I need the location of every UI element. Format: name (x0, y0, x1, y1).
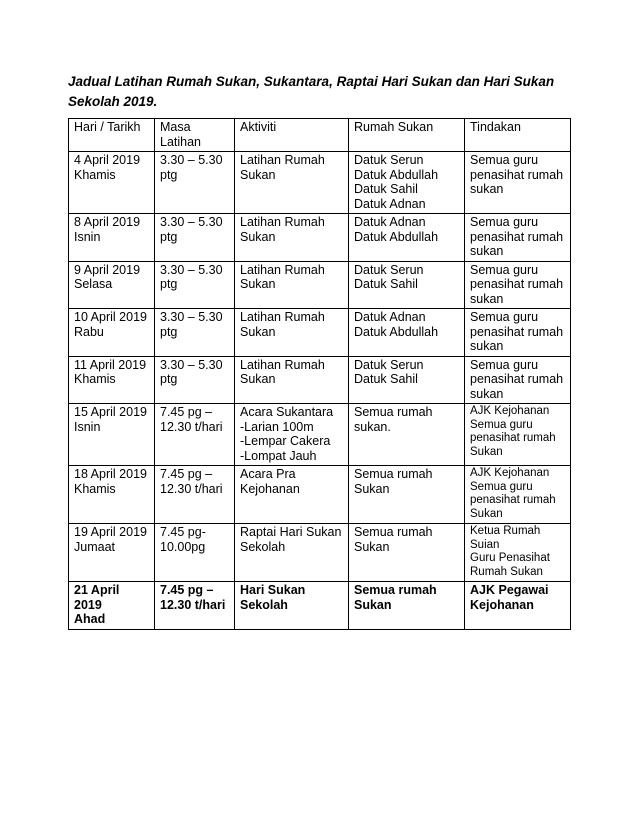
cell-activity: Acara Pra Kejohanan (235, 466, 349, 524)
table-row (69, 214, 571, 262)
header-tindakan: Tindakan (465, 119, 571, 152)
cell-date: 11 April 2019 Khamis (69, 356, 155, 404)
cell-action: AJK Pegawai Kejohanan (465, 582, 571, 630)
cell-activity: Raptai Hari Sukan Sekolah (235, 524, 349, 582)
cell-house: Datuk Serun Datuk Abdullah Datuk Sahil Datuk Adnan (349, 152, 465, 214)
cell-activity: Latihan Rumah Sukan (235, 214, 349, 262)
cell-date: 8 April 2019 Isnin (69, 214, 155, 262)
header-masa-latihan: Masa Latihan (155, 119, 235, 152)
table-row (69, 466, 571, 524)
cell-action: Semua guru penasihat rumah sukan (465, 214, 571, 262)
cell-date: 21 April 2019 Ahad (69, 582, 155, 630)
document-title: Jadual Latihan Rumah Sukan, Sukantara, Raptai Hari Sukan dan Hari Sukan Sekolah 2019. (68, 74, 555, 109)
cell-date: 9 April 2019 Selasa (69, 261, 155, 309)
table-row (69, 404, 571, 466)
cell-time: 7.45 pg – 12.30 t/hari (155, 466, 235, 524)
cell-date: 15 April 2019 Isnin (69, 404, 155, 466)
cell-action: Semua guru penasihat rumah sukan (465, 356, 571, 404)
cell-house: Semua rumah Sukan (349, 524, 465, 582)
cell-time: 3.30 – 5.30 ptg (155, 214, 235, 262)
cell-time: 3.30 – 5.30 ptg (155, 261, 235, 309)
cell-house: Datuk Adnan Datuk Abdullah (349, 309, 465, 357)
header-rumah-sukan: Rumah Sukan (349, 119, 465, 152)
table-row (69, 524, 571, 582)
table-header-row (69, 119, 571, 152)
cell-time: 3.30 – 5.30 ptg (155, 309, 235, 357)
schedule-table (68, 118, 571, 630)
cell-house: Datuk Serun Datuk Sahil (349, 356, 465, 404)
cell-time: 3.30 – 5.30 ptg (155, 356, 235, 404)
cell-action: Semua guru penasihat rumah sukan (465, 261, 571, 309)
header-hari-tarikh: Hari / Tarikh (69, 119, 155, 152)
cell-house: Semua rumah Sukan (349, 466, 465, 524)
table-row (69, 356, 571, 404)
cell-house: Semua rumah sukan. (349, 404, 465, 466)
cell-house: Datuk Adnan Datuk Abdullah (349, 214, 465, 262)
cell-date: 18 April 2019 Khamis (69, 466, 155, 524)
table-row (69, 261, 571, 309)
cell-activity: Latihan Rumah Sukan (235, 356, 349, 404)
cell-house: Datuk Serun Datuk Sahil (349, 261, 465, 309)
cell-date: 10 April 2019 Rabu (69, 309, 155, 357)
cell-time: 3.30 – 5.30 ptg (155, 152, 235, 214)
cell-action: Semua guru penasihat rumah sukan (465, 309, 571, 357)
cell-action: AJK Kejohanan Semua guru penasihat rumah Sukan (465, 404, 571, 466)
cell-time: 7.45 pg – 12.30 t/hari (155, 582, 235, 630)
cell-action: AJK Kejohanan Semua guru penasihat rumah Sukan (465, 466, 571, 524)
cell-date: 4 April 2019 Khamis (69, 152, 155, 214)
cell-action: Ketua Rumah Suian Guru Penasihat Rumah Sukan (465, 524, 571, 582)
table-row (69, 309, 571, 357)
cell-activity: Hari Sukan Sekolah (235, 582, 349, 630)
cell-activity: Latihan Rumah Sukan (235, 261, 349, 309)
cell-time: 7.45 pg- 10.00pg (155, 524, 235, 582)
header-aktiviti: Aktiviti (235, 119, 349, 152)
table-row (69, 582, 571, 630)
cell-activity: Latihan Rumah Sukan (235, 309, 349, 357)
cell-activity: Latihan Rumah Sukan (235, 152, 349, 214)
cell-house: Semua rumah Sukan (349, 582, 465, 630)
cell-date: 19 April 2019 Jumaat (69, 524, 155, 582)
cell-time: 7.45 pg – 12.30 t/hari (155, 404, 235, 466)
table-row (69, 152, 571, 214)
cell-activity: Acara Sukantara -Larian 100m -Lempar Cakera -Lompat Jauh (235, 404, 349, 466)
cell-action: Semua guru penasihat rumah sukan (465, 152, 571, 214)
